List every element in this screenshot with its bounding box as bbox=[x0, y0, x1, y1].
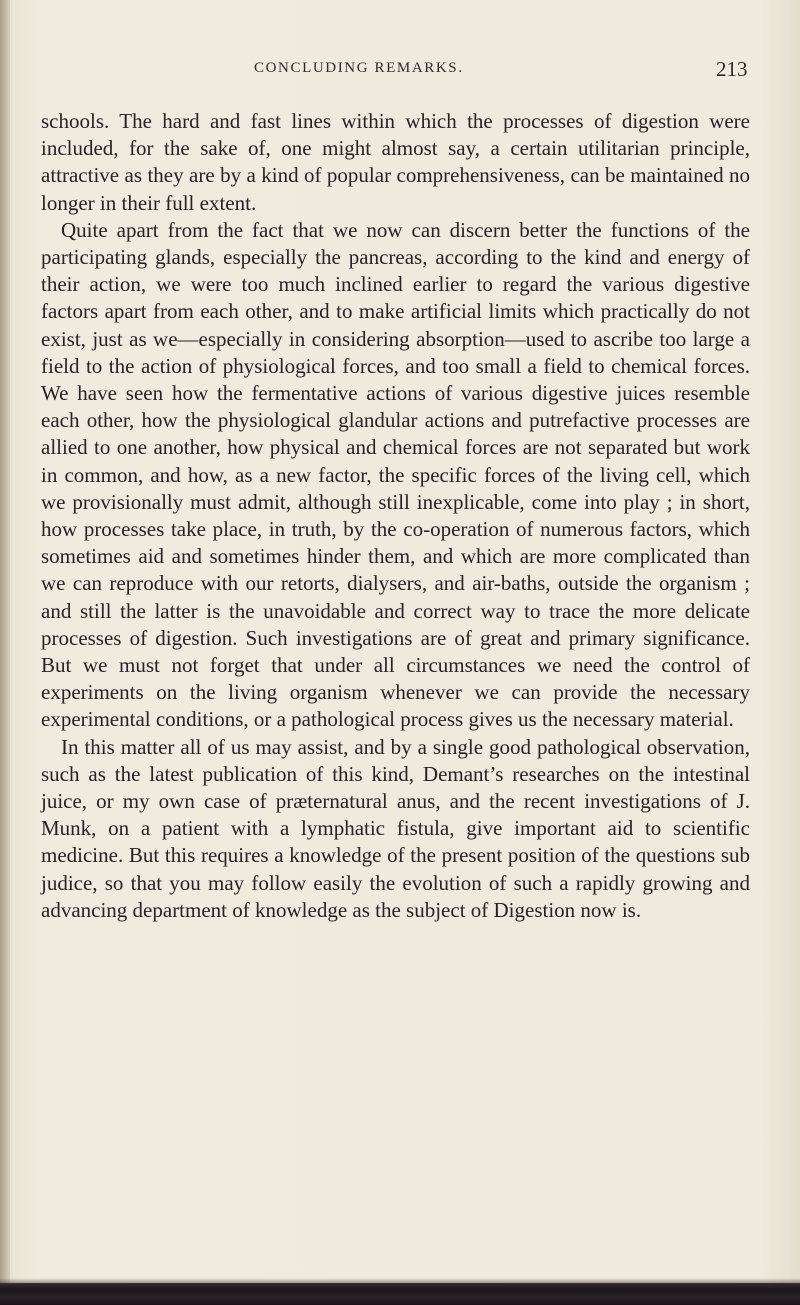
page-binding-edge bbox=[0, 0, 10, 1305]
page-number: 213 bbox=[716, 57, 748, 81]
paragraph-2: Quite apart from the fact that we now can discern better the functions of the participating glands, especially the pancreas, according to the kind and energy of their action, we were too much inclined earlier to regard the various digestive factors apart from each other, and to make artificial limits which practically do not exist, just as we—especially in considering absorption—used to ascribe too large a field to the action of physiological forces, and too small a field to chemical forces. We have seen how the fermentative actions of various digestive juices resemble each other, how the physiological glandular actions and putrefactive processes are allied to one another, how physical and chemical forces are not separated but work in common, and how, as a new factor, the specific forces of the living cell, which we provisionally must admit, although still inexplicable, come into play ; in short, how processes take place, in truth, by the co-operation of numerous factors, which sometimes aid and sometimes hinder them, and which are more complicated than we can reproduce with our retorts, dialysers, and air-baths, outside the organism ; and still the latter is the unavoidable and correct way to trace the more delicate processes of digestion. Such investigations are of great and primary significance. But we must not forget that under all circumstances we need the control of experiments on the living organism whenever we can provide the necessary experimental conditions, or a pathological process gives us the necessary material. bbox=[41, 217, 750, 732]
paragraph-1: schools. The hard and fast lines within which the processes of digestion were included, for the sake of, one might almost say, a certain utilitarian principle, attractive as they are by a kind of popular comprehensiveness, can be maintained no longer in their full extent. bbox=[41, 109, 750, 215]
body-text bbox=[41, 108, 750, 924]
page-header bbox=[0, 57, 800, 84]
paragraph-3: In this matter all of us may assist, and by a single good pathological observation, such as the latest publication of this kind, Demant’s researches on the intestinal juice, or my own case of præternatural anus, and the recent investigations of J. Munk, on a patient with a lymphatic fistula, give important aid to scientific medicine. But this requires a knowledge of the present position of the questions sub judice, so that you may follow easily the evolution of such a rapidly growing and advancing department of knowledge as the subject of Digestion now is. bbox=[41, 734, 750, 922]
scan-bottom-edge bbox=[0, 1283, 800, 1305]
running-head: CONCLUDING REMARKS. bbox=[254, 60, 464, 76]
